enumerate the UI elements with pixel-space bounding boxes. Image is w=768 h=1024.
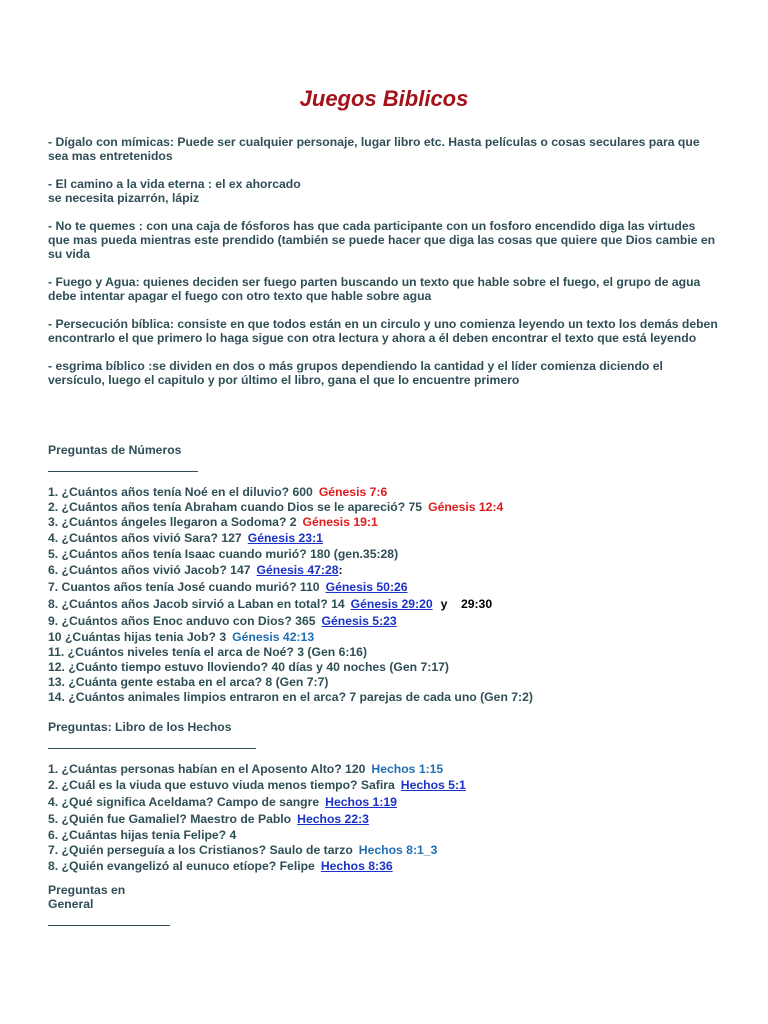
question-item	[48, 794, 720, 811]
question-item	[48, 562, 720, 579]
bible-reference: Génesis 7:6	[318, 485, 388, 499]
bible-reference-link[interactable]: Hechos 5:1	[400, 778, 466, 792]
bible-reference-link[interactable]: Génesis 50:26	[325, 580, 408, 594]
question-text: 2. ¿Cuántos años tenía Abraham cuando Dios se le apareció? 75	[48, 500, 423, 514]
question-text: 3. ¿Cuántos ángeles llegaron a Sodoma? 2	[48, 515, 297, 529]
question-item	[48, 547, 720, 562]
question-text: 2. ¿Cuál es la viuda que estuvo viuda menos tiempo? Safira	[48, 778, 395, 792]
game-item: - El camino a la vida eterna : el ex ahorcado se necesita pizarrón, lápiz	[48, 177, 301, 205]
question-text: 7. Cuantos años tenía José cuando murió? 110	[48, 580, 320, 594]
question-text: 9. ¿Cuántos años Enoc anduvo con Dios? 365	[48, 614, 316, 628]
bible-reference-link[interactable]: Génesis 47:28	[256, 563, 339, 577]
question-item	[48, 777, 720, 794]
heading-underline	[48, 911, 170, 926]
bible-reference-link[interactable]: Hechos 22:3	[297, 812, 369, 826]
question-item	[48, 690, 720, 705]
bible-reference-link[interactable]: Hechos 1:19	[325, 795, 397, 809]
game-item: - No te quemes : con una caja de fósforos has que cada participante con un fosforo encendido diga las virtudes que mas pueda mientras este prendido (también se puede hacer que diga las cosas que quiere que Dios cambie en su vida	[48, 219, 719, 261]
question-text: 12. ¿Cuánto tiempo estuvo lloviendo? 40 días y 40 noches (Gen 7:17)	[48, 660, 449, 674]
question-item	[48, 843, 720, 858]
section-heading: Preguntas en General	[48, 883, 126, 911]
game-item: - Persecución bíblica: consiste en que todos están en un circulo y uno comienza leyendo un texto los demás deben encontrarlo el que primero lo haga sigue con otra lectura y ahora a él deben encontrar el texto que está leyendo	[48, 317, 722, 345]
heading-underline	[48, 457, 198, 472]
question-text: 10 ¿Cuántas hijas tenia Job? 3	[48, 630, 227, 644]
section-heading: Preguntas de Números	[48, 443, 182, 457]
bible-reference-link[interactable]: Génesis 29:20	[350, 597, 433, 611]
question-text: 5. ¿Quién fue Gamaliel? Maestro de Pablo	[48, 812, 292, 826]
question-item	[48, 530, 720, 547]
question-item	[48, 858, 720, 875]
bible-reference-link[interactable]: Génesis 5:23	[321, 614, 397, 628]
question-text: 4. ¿Qué significa Aceldama? Campo de sangre	[48, 795, 320, 809]
question-item	[48, 762, 720, 777]
games-list	[48, 135, 720, 401]
question-item	[48, 630, 720, 645]
heading-underline	[48, 734, 256, 749]
numeros-list	[48, 485, 720, 705]
question-item	[48, 500, 720, 515]
question-item	[48, 645, 720, 660]
reference-suffix: :	[338, 563, 343, 577]
question-item	[48, 613, 720, 630]
section-heading: Preguntas: Libro de los Hechos	[48, 720, 232, 734]
bible-reference: Hechos 1:15	[371, 762, 444, 776]
question-text: 5. ¿Cuántos años tenía Isaac cuando murió? 180 (gen.35:28)	[48, 547, 399, 561]
bible-reference: Génesis 19:1	[302, 515, 378, 529]
question-text: 8. ¿Quién evangelizó al eunuco etíope? Felipe	[48, 859, 315, 873]
numeros-questions	[48, 485, 720, 705]
question-text: 1. ¿Cuántos años tenía Noé en el diluvio? 600	[48, 485, 313, 499]
question-text: 6. ¿Cuántos años vivió Jacob? 147	[48, 563, 251, 577]
bible-reference: Génesis 42:13	[232, 630, 315, 644]
question-item	[48, 660, 720, 675]
question-item	[48, 811, 720, 828]
bible-reference-link[interactable]: Génesis 23:1	[247, 531, 323, 545]
question-text: 4. ¿Cuántos años vivió Sara? 127	[48, 531, 242, 545]
bible-reference: Hechos 8:1_3	[358, 843, 438, 857]
extra-reference: y 29:30	[440, 597, 493, 611]
question-item	[48, 579, 720, 596]
bible-reference-link[interactable]: Hechos 8:36	[320, 859, 393, 873]
general-section	[48, 883, 170, 940]
question-item	[48, 515, 720, 530]
numeros-section	[48, 443, 198, 486]
question-text: 13. ¿Cuánta gente estaba en el arca? 8 (Gen 7:7)	[48, 675, 329, 689]
hechos-section	[48, 720, 256, 763]
game-item: - esgrima bíblico :se dividen en dos o más grupos dependiendo la cantidad y el líder comienza diciendo el versículo, luego el capitulo y por último el libro, gana el que lo encuentre primero	[48, 359, 667, 387]
question-text: 6. ¿Cuántas hijas tenia Felipe? 4	[48, 828, 237, 842]
page-title: Juegos Biblicos	[299, 86, 469, 111]
game-item: - Fuego y Agua: quienes deciden ser fuego parten buscando un texto que hable sobre el fuego, el grupo de agua debe intentar apagar el fuego con otro texto que hable sobre agua	[48, 275, 704, 303]
question-text: 11. ¿Cuántos niveles tenía el arca de Noé? 3 (Gen 6:16)	[48, 645, 368, 659]
question-item	[48, 828, 720, 843]
game-item: - Dígalo con mímicas: Puede ser cualquier personaje, lugar libro etc. Hasta películas o cosas seculares para que sea mas entretenidos	[48, 135, 703, 163]
question-item	[48, 596, 720, 613]
question-item	[48, 675, 720, 690]
question-item	[48, 485, 720, 500]
question-text: 7. ¿Quién perseguía a los Cristianos? Saulo de tarzo	[48, 843, 353, 857]
hechos-questions	[48, 762, 720, 875]
question-text: 14. ¿Cuántos animales limpios entraron en el arca? 7 parejas de cada uno (Gen 7:2)	[48, 690, 533, 704]
question-text: 1. ¿Cuántas personas habían en el Aposento Alto? 120	[48, 762, 366, 776]
hechos-list	[48, 762, 720, 875]
bible-reference: Génesis 12:4	[428, 500, 504, 514]
question-text: 8. ¿Cuántos años Jacob sirvió a Laban en total? 14	[48, 597, 345, 611]
